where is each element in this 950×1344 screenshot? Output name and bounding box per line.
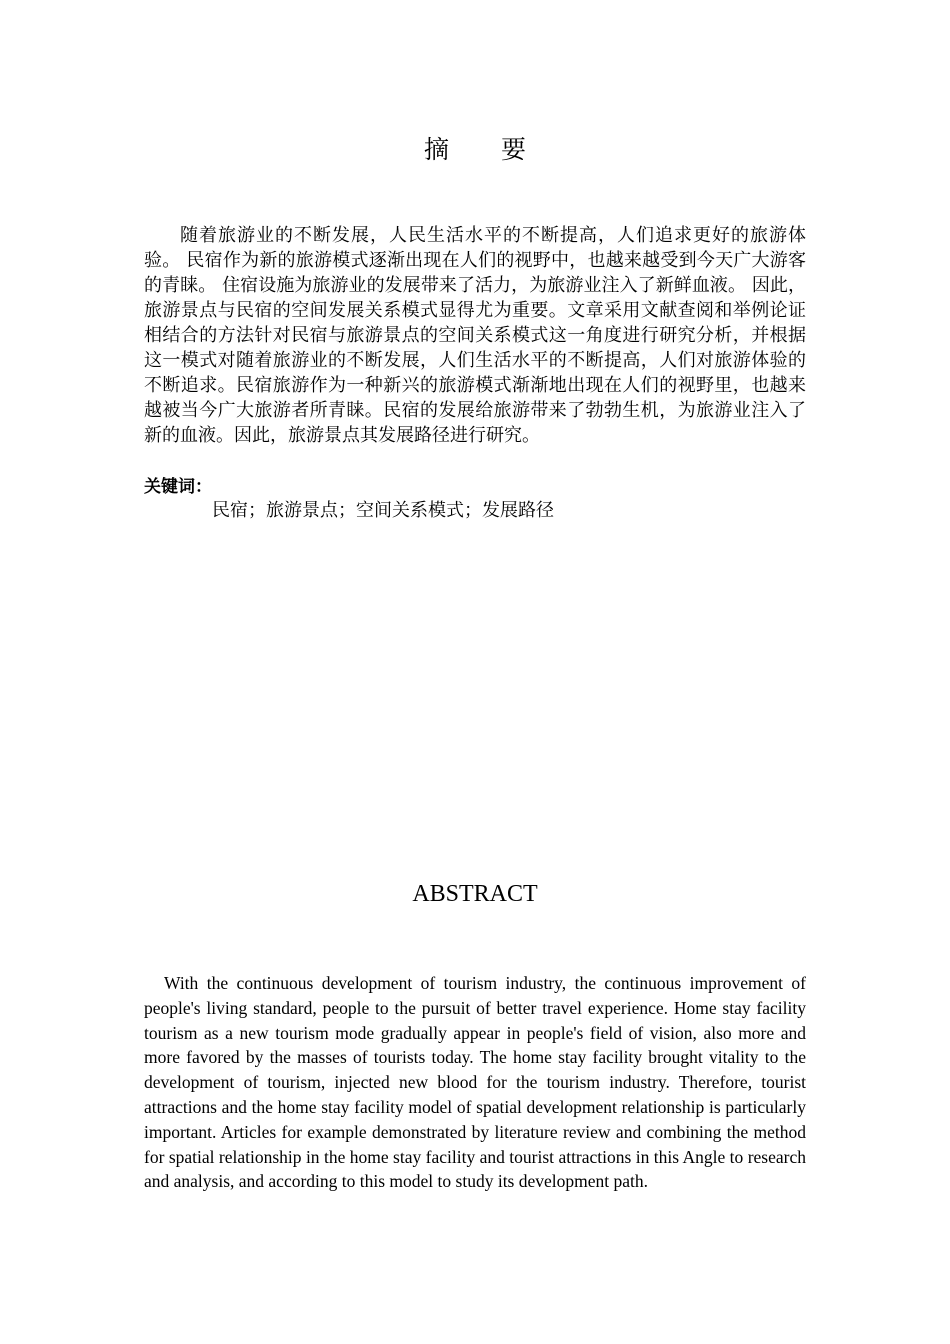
chinese-abstract-title: 摘 要: [424, 135, 548, 164]
english-abstract-body: With the continuous development of tourism industry, the continuous improvement of people's living standard, people to the pursuit of better travel experience. Home stay facility tourism as a new tourism mode gradually appear in people's field of vision, also more and more favored by the masses of tourists today. The home stay facility brought vitality to the development of tourism, injected new blood for the tourism industry. Therefore, tourist attractions and the home stay facility model of spatial development relationship is particularly important. Articles for example demonstrated by literature review and combining the method for spatial relationship in the home stay facility and tourist attractions in this Angle to research and analysis, and according to this model to study its development path.: [144, 973, 806, 1192]
keywords-label: 关键词：: [144, 477, 212, 497]
chinese-abstract-body: 随着旅游业的不断发展，人民生活水平的不断提高，人们追求更好的旅游体验。 民宿作为新的旅游模式逐渐出现在人们的视野中，也越来越受到今天广大游客的青睐。 住宿设施为旅游业的发展带来了活力，为旅游业注入了新鲜血液。 因此，旅游景点与民宿的空间发展关系模式显得尤为重要。文章采用文献查阅和举例论证相结合的方法针对民宿与旅游景点的空间关系模式这一角度进行研究分析，并根据这一模式对随着旅游业的不断发展，人们生活水平的不断提高，人们对旅游体验的不断追求。民宿旅游作为一种新兴的旅游模式渐渐地出现在人们的视野里，也越来越被当今广大旅游者所青睐。民宿的发展给旅游带来了勃勃生机，为旅游业注入了新的血液。因此，旅游景点其发展路径进行研究。: [144, 225, 806, 446]
keywords-list: 民宿；旅游景点；空间关系模式；发展路径: [212, 500, 554, 521]
english-abstract-title: ABSTRACT: [412, 881, 538, 907]
